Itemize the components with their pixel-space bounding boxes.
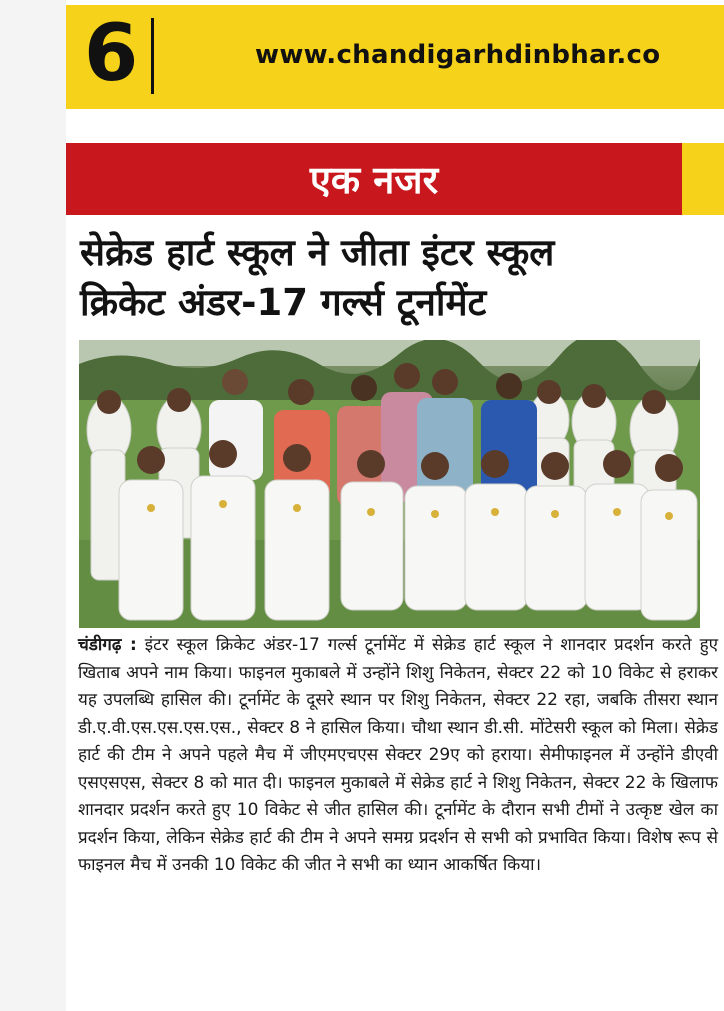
article-text: इंटर स्कूल क्रिकेट अंडर-17 गर्ल्स टूर्नामेंट में सेक्रेड हार्ट स्कूल ने शानदार प्रदर्शन करते हुए खिताब अपने नाम किया। फाइनल मुकाबले में उन्होंने शिशु निकेतन, सेक्टर 22 को 10 विकेट से हराकर यह उपलब्धि हासिल की। टूर्नामेंट के दूसरे स्थान पर शिशु निकेतन, सेक्टर 22 रहा, जबकि तीसरा स्थान डी.ए.वी.एस.एस.एस.एस., सेक्टर 8 ने हासिल किया। चौथा स्थान डी.सी. मोंटेसरी स्कूल को मिला। सेक्रेड हार्ट की टीम ने अपने पहले मैच में जीएमएचएस सेक्टर 29ए को हराया। सेमीफाइनल में उन्होंने डीएवी एसएसएस, सेक्टर 8 को मात दी। फाइनल मुकाबले में सेक्रेड हार्ट ने शिशु निकेतन, सेक्टर 22 के खिलाफ शानदार प्रदर्शन करते हुए 10 विकेट से जीत हासिल की। टूर्नामेंट के दौरान सभी टीमों ने उत्कृष्ट खेल का प्रदर्शन किया, लेकिन सेक्रेड हार्ट की टीम ने अपने समग्र प्रदर्शन से सभी को प्रभावित किया। विशेष रूप से फाइनल मैच में उनकी 10 विकेट की जीत ने सभी का ध्यान आकर्षित किया। — [78, 635, 718, 875]
article-headline — [80, 228, 716, 328]
page-number: 6 — [84, 9, 139, 99]
website-url: www.chandigarhdinbhar.co — [255, 40, 661, 70]
section-title: एक नजर — [309, 158, 439, 202]
section-banner-accent — [682, 143, 724, 215]
team-photo-illustration — [79, 340, 700, 628]
article-dateline: चंडीगढ़ : — [78, 635, 137, 655]
page-margin — [0, 0, 66, 1011]
article-body — [78, 632, 718, 880]
headline-line-1: सेक्रेड हार्ट स्कूल ने जीता इंटर स्कूल — [80, 231, 555, 274]
header-divider — [151, 18, 154, 94]
team-photo — [79, 340, 700, 628]
headline-line-2: क्रिकेट अंडर-17 गर्ल्स टूर्नामेंट — [80, 281, 487, 324]
